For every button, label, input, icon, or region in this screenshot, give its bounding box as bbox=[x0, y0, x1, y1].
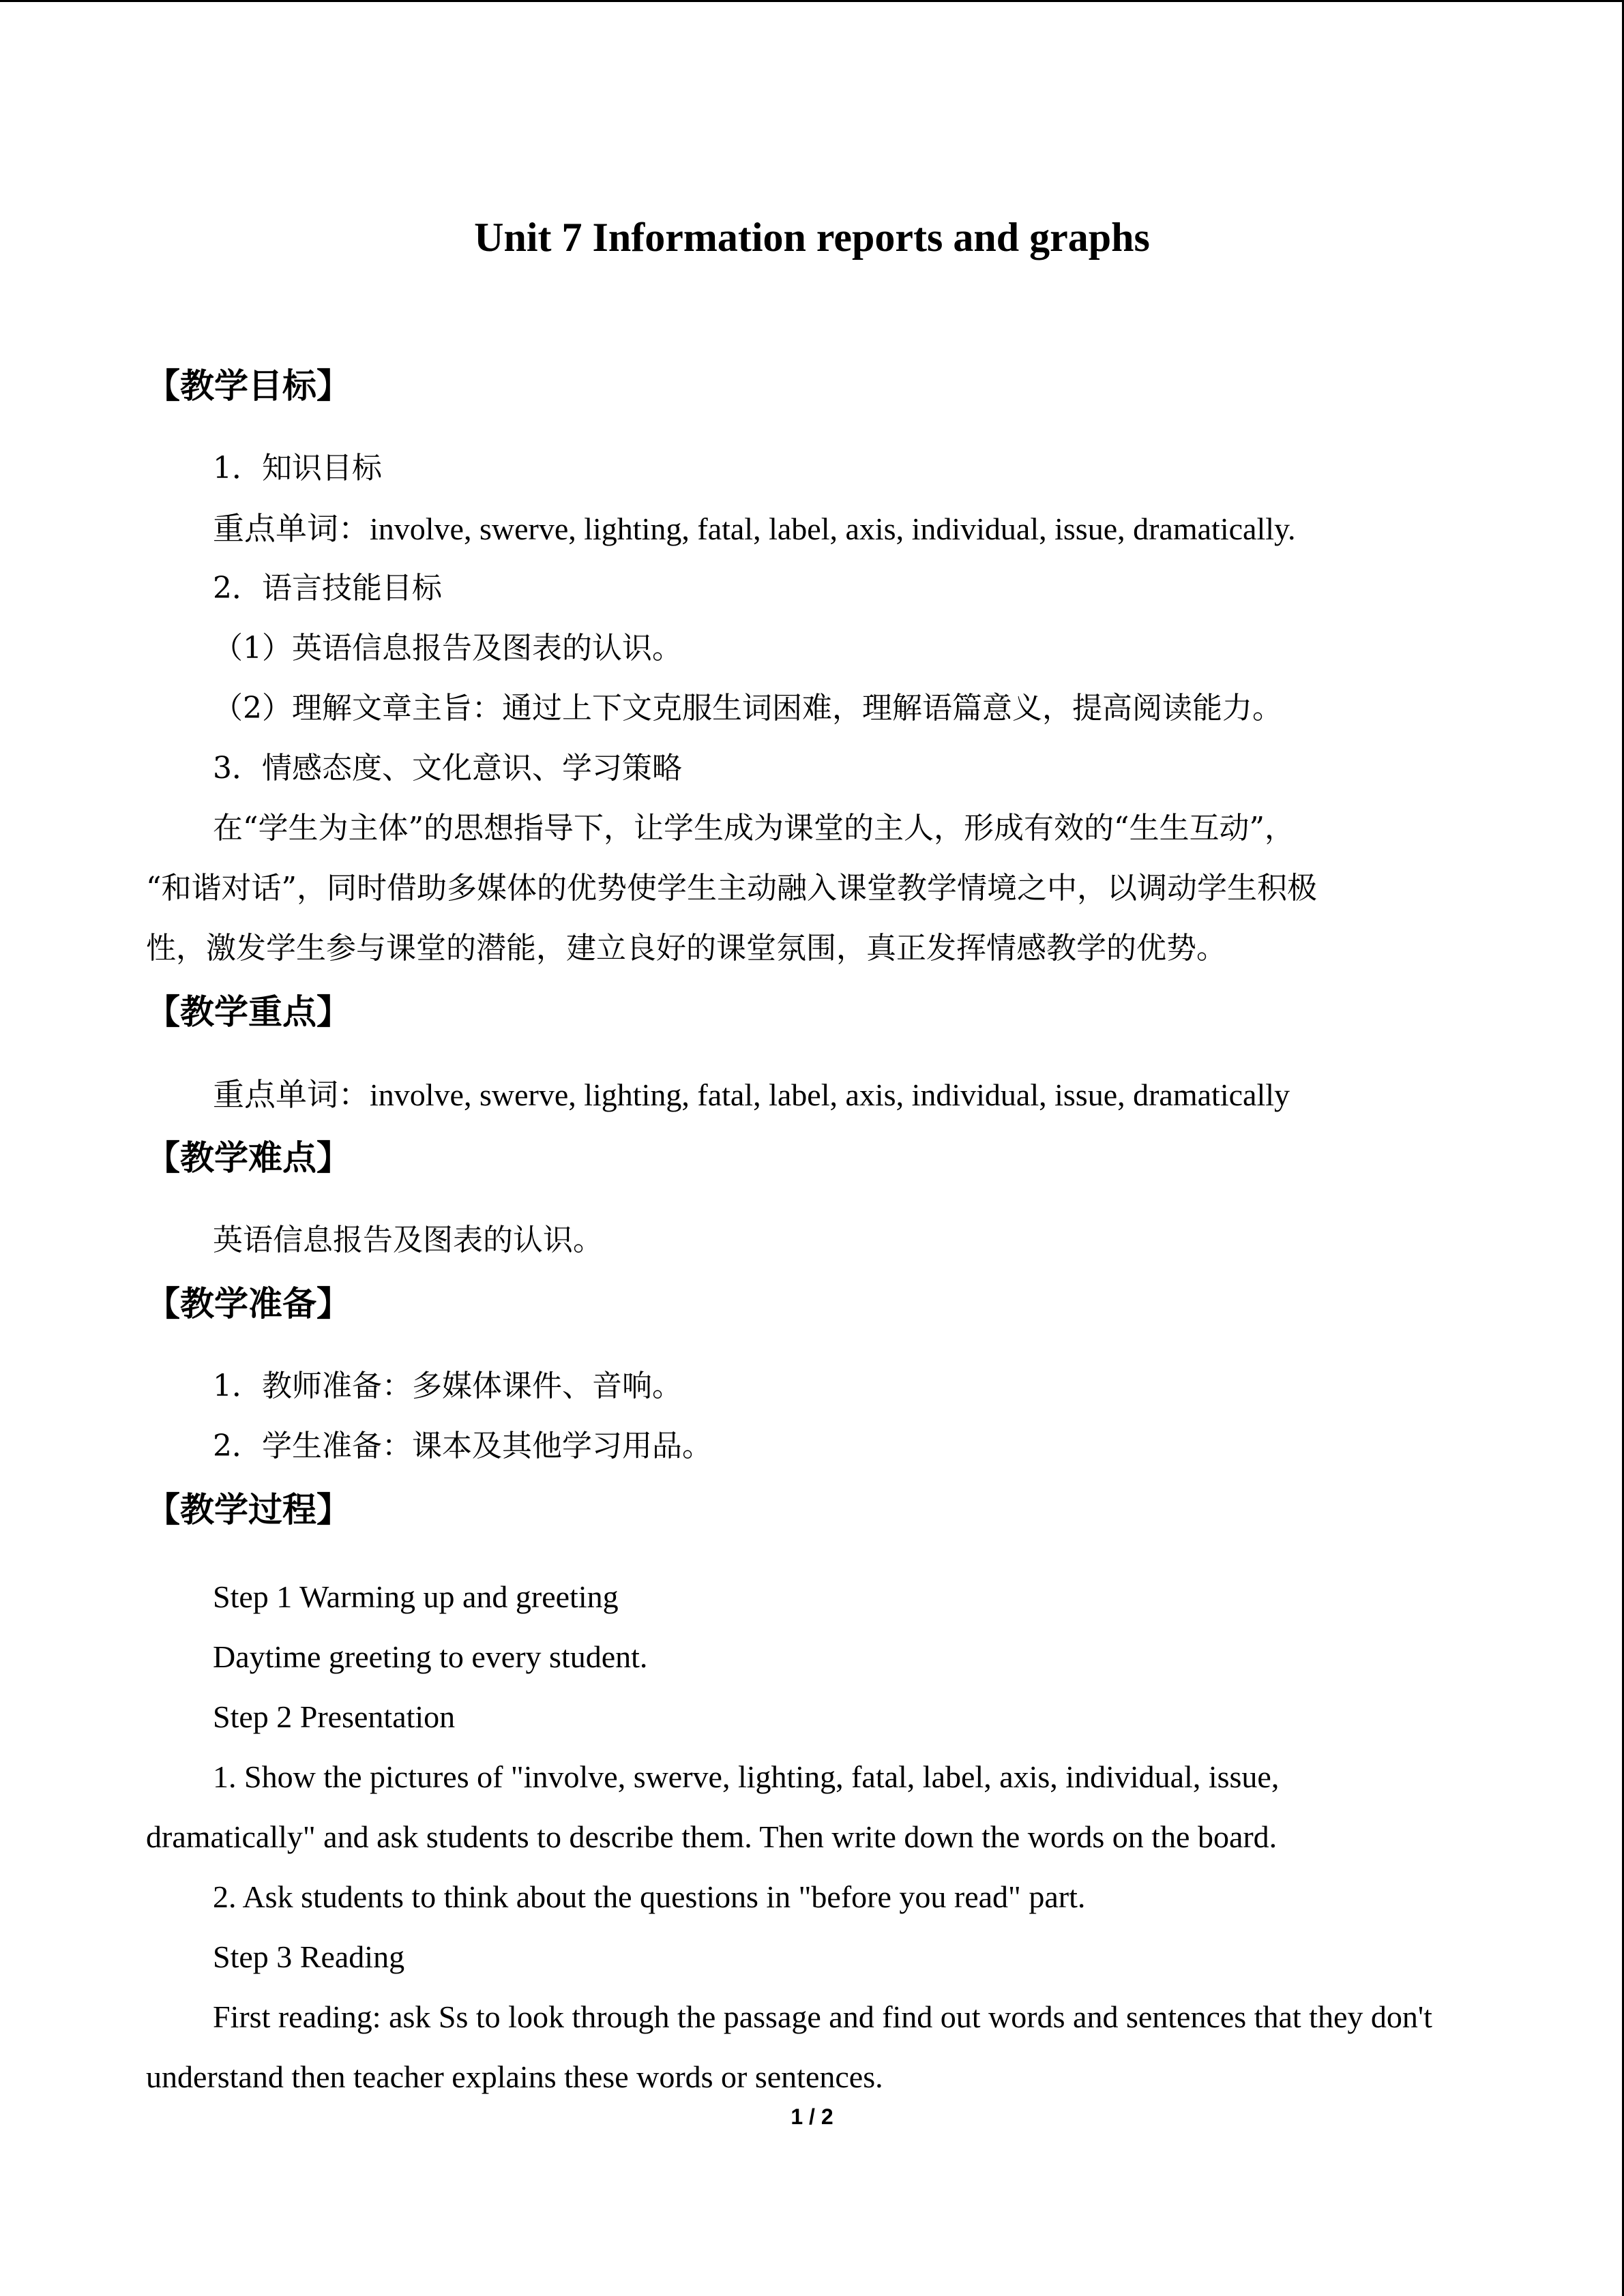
step2-title: Step 2 Presentation bbox=[213, 1699, 456, 1734]
heading-objectives: 【教学目标】 bbox=[146, 366, 351, 406]
heading-process: 【教学过程】 bbox=[146, 1490, 351, 1530]
step1-text: Daytime greeting to every student. bbox=[213, 1639, 648, 1674]
knowledge-heading: 1．知识目标 bbox=[213, 451, 382, 486]
step3-title: Step 3 Reading bbox=[213, 1939, 405, 1974]
heading-difficulties: 【教学难点】 bbox=[146, 1138, 351, 1178]
vocab-line-objectives: 重点单词：involve, swerve, lighting, fatal, label, axis, individual, issue, dramatically. bbox=[213, 511, 1296, 546]
page-title: Unit 7 Information reports and graphs bbox=[474, 215, 1150, 260]
attitude-line-1: 在“学生为主体”的思想指导下，让学生成为课堂的主人，形成有效的“生生互动”， bbox=[213, 811, 1295, 846]
attitude-heading: 3．情感态度、文化意识、学习策略 bbox=[213, 751, 682, 786]
heading-key-points: 【教学重点】 bbox=[146, 992, 351, 1032]
difficulties-line: 英语信息报告及图表的认识。 bbox=[213, 1223, 603, 1257]
step2-item1-line2: dramatically" and ask students to describe them. Then write down the words on the board. bbox=[146, 1819, 1278, 1854]
step2-item1-line1: 1. Show the pictures of "involve, swerve, lighting, fatal, label, axis, individual, issue, bbox=[213, 1759, 1280, 1794]
preparation-teacher: 1．教师准备：多媒体课件、音响。 bbox=[213, 1369, 682, 1403]
heading-preparation: 【教学准备】 bbox=[146, 1284, 351, 1324]
step1-title: Step 1 Warming up and greeting bbox=[213, 1579, 619, 1614]
step2-item2: 2. Ask students to think about the questions in "before you read" part. bbox=[213, 1879, 1086, 1914]
page-number: 1 / 2 bbox=[791, 2104, 833, 2129]
top-border bbox=[0, 0, 1624, 2]
skill-item-1: （1）英语信息报告及图表的认识。 bbox=[213, 631, 682, 666]
attitude-line-2: “和谐对话”，同时借助多媒体的优势使学生主动融入课堂教学情境之中，以调动学生积极 bbox=[146, 871, 1317, 906]
skills-heading: 2．语言技能目标 bbox=[213, 571, 442, 606]
skill-item-2: （2）理解文章主旨：通过上下文克服生词困难，理解语篇意义，提高阅读能力。 bbox=[213, 691, 1282, 726]
preparation-student: 2．学生准备：课本及其他学习用品。 bbox=[213, 1429, 712, 1463]
attitude-line-3: 性，激发学生参与课堂的潜能，建立良好的课堂氛围，真正发挥情感教学的优势。 bbox=[146, 931, 1226, 966]
step3-line2: understand then teacher explains these words or sentences. bbox=[146, 2059, 883, 2094]
vocab-line-key-points: 重点单词：involve, swerve, lighting, fatal, label, axis, individual, issue, dramatically bbox=[213, 1077, 1290, 1112]
step3-line1: First reading: ask Ss to look through the passage and find out words and sentences that they don't bbox=[213, 1999, 1432, 2034]
